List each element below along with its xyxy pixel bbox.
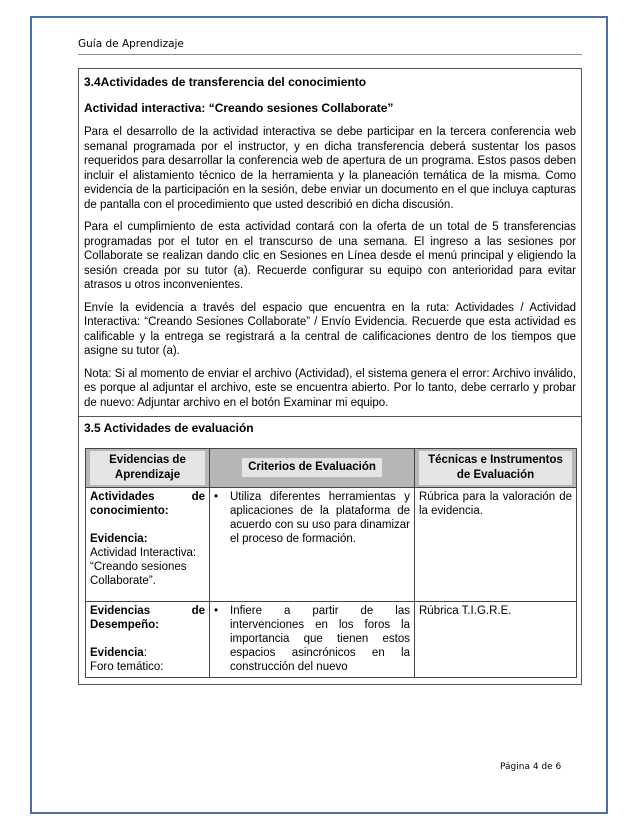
table-row <box>86 487 577 601</box>
section-3-5 <box>79 417 581 684</box>
evidence-label: Evidencia: <box>90 532 148 545</box>
paragraph-note: Nota: Si al momento de enviar el archivo (Actividad), el sistema genera el error: Archivo inválido, es porque al adjuntar el archivo, este se encuentra abierto. Por lo tanto, debe cerrarlo y probar de nuevo: Adjuntar archivo en el botón Examinar mi equipo. <box>84 367 576 409</box>
criteria-cell <box>210 601 415 677</box>
evaluation-table <box>85 448 577 678</box>
section-3-4 <box>79 69 581 416</box>
activity-subtitle: Actividad interactiva: “Creando sesiones Collaborate” <box>84 100 394 115</box>
header-criterios: Criterios de Evaluación <box>210 448 415 487</box>
evidence-label: Evidencia: <box>90 646 147 659</box>
list-item: • Utiliza diferentes herramientas y aplicaciones de la plataforma de acuerdo con su uso para dinamizar el proceso de formación. <box>214 490 410 545</box>
document-header-title: Guía de Aprendizaje <box>78 38 184 50</box>
paragraph-1: Para el desarrollo de la actividad interactiva se debe participar en la tercera conferencia web semanal programada por el instructor, y en dicha transferencia deberá sustentar los pasos requeridos para desarrollar la conferencia web de apertura de un programa. Estos pasos deben incluir el alistamiento técnico de la herramienta y la planeación temática de la misma. Como evidencia de la participación en la sesión, debe enviar un documento en el que incluya capturas de pantalla con el procedimiento que usted describió en dicha discusión. <box>84 126 576 211</box>
criteria-cell <box>210 487 415 601</box>
evidence-text: Foro temático: <box>90 660 164 673</box>
header-evidencias: Evidencias de Aprendizaje <box>86 448 210 487</box>
evaluation-table-header <box>86 448 577 487</box>
header-tecnicas: Técnicas e Instrumentos de Evaluación <box>415 448 577 487</box>
header-divider <box>78 54 582 55</box>
bullet-icon: • <box>214 604 219 617</box>
instrument-cell: Rúbrica para la valoración de la evidencia. <box>415 487 577 601</box>
page-number: Página 4 de 6 <box>500 762 562 772</box>
list-item: • Infiere a partir de las intervenciones en los foros la importancia que tienen estos espacios asincrónicos en la construcción del nuevo <box>214 604 410 673</box>
evidence-cell: Actividades de conocimiento: Evidencia: Actividad Interactiva: “Creando sesiones Collaborate”. <box>86 487 210 601</box>
evidence-text: Actividad Interactiva: “Creando sesiones Collaborate”. <box>90 546 197 587</box>
bullet-icon: • <box>214 490 219 503</box>
table-row <box>86 601 577 677</box>
instrument-cell: Rúbrica T.I.G.R.E. <box>415 601 577 677</box>
content-table <box>78 68 582 685</box>
evidence-cell: Evidencias de Desempeño: Evidencia: Foro temático: <box>86 601 210 677</box>
paragraph-3: Envíe la evidencia a través del espacio que encuentra en la ruta: Actividades / Actividad Interactiva: “Creando Sesiones Collaborate” / Envío Evidencia. Recuerde que esta actividad es calificable y la entrega se registrará a la central de calificaciones dentro de los tiempos que asigne su tutor (a). <box>84 301 576 357</box>
section-3-4-title: 3.4Actividades de transferencia del conocimiento <box>84 75 367 89</box>
section-3-5-title: 3.5 Actividades de evaluación <box>84 421 254 435</box>
paragraph-2: Para el cumplimiento de esta actividad contará con la oferta de un total de 5 transferencias programadas por el tutor en el transcurso de una semana. El ingreso a las sesiones por Collaborate se realizan dando clic en Sesiones en Línea desde el menú principal y eligiendo la sesión creada por su tutor (a). Recuerde configurar su equipo con anterioridad para evitar atrasos u otros inconvenientes. <box>84 221 576 291</box>
